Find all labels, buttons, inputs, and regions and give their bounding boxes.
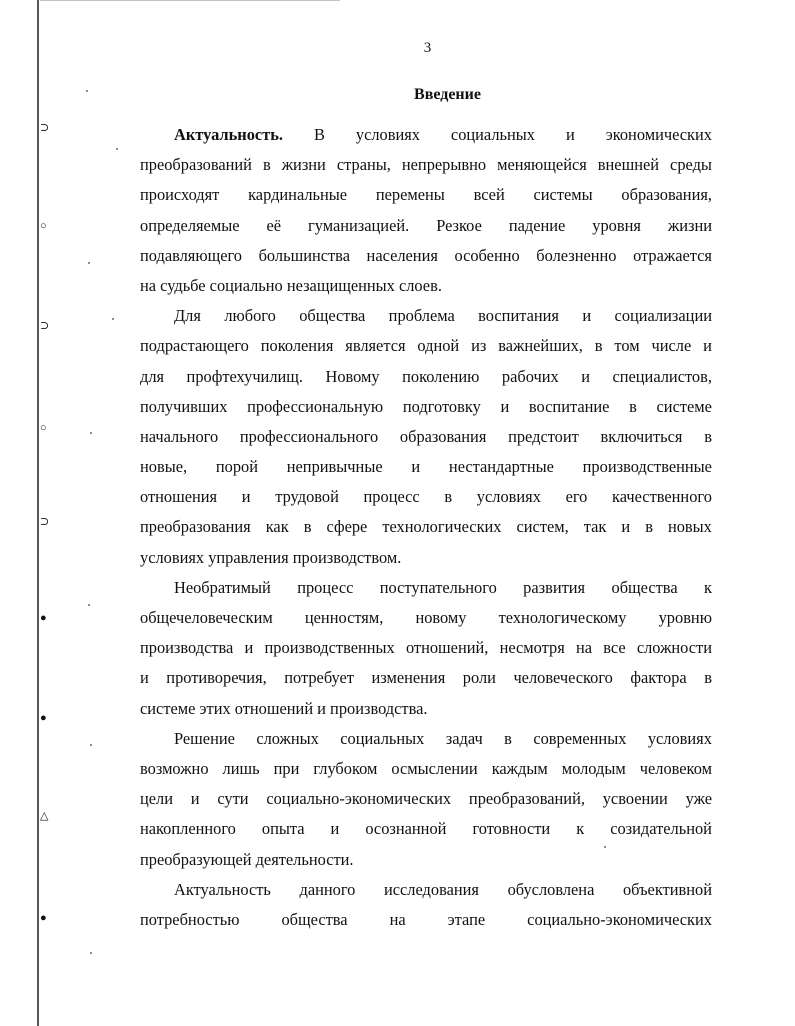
text-word: молодым: [561, 758, 626, 778]
text-word: условиях: [476, 487, 541, 507]
text-word: к: [704, 577, 712, 597]
text-word: общечеловеческим: [140, 608, 273, 627]
text-line: [140, 603, 712, 633]
text-word: уровня: [592, 215, 641, 235]
text-word: профтехучилищ.: [186, 366, 304, 386]
text-word: профессионального: [239, 426, 379, 446]
text-word: на судьбе социально незащищенных слоев.: [140, 275, 442, 295]
text-word: болезненно: [536, 245, 617, 265]
text-line: [140, 452, 712, 482]
text-word: новых: [667, 517, 712, 537]
text-line: [140, 180, 712, 210]
text-word: рабочих: [501, 366, 559, 386]
text-word: получивших: [140, 396, 228, 416]
text-word: большинства: [258, 245, 350, 265]
text-word: объективной: [622, 879, 712, 899]
text-word: является: [345, 336, 406, 356]
text-word: начального: [140, 426, 219, 446]
text-word: отражается: [633, 245, 712, 265]
text-word: в: [594, 336, 603, 356]
text-word: проблема: [388, 306, 455, 326]
text-word: опыта: [261, 819, 305, 839]
scan-speck: [90, 952, 92, 954]
text-word: подготовку: [402, 396, 481, 416]
text-word: воспитание: [528, 396, 610, 416]
body-text: [140, 120, 712, 935]
text-word: населения: [366, 245, 438, 265]
text-word: технологических: [382, 517, 502, 537]
text-word: жизни: [667, 215, 712, 235]
text-word: осмыслении: [391, 758, 478, 778]
text-word: кардинальные: [248, 185, 348, 205]
text-word: все: [603, 638, 626, 658]
text-word: к: [576, 819, 585, 839]
text-word: Решение: [174, 728, 235, 748]
scan-speck: [90, 432, 92, 434]
text-word: экономических: [605, 125, 712, 144]
text-word: систем,: [516, 517, 569, 537]
text-word: при: [273, 758, 300, 778]
text-word: внешней: [597, 155, 660, 175]
text-word: важнейших,: [498, 336, 583, 356]
scan-speck: [88, 262, 90, 264]
text-word: системе: [656, 396, 712, 416]
text-word: системы: [533, 185, 593, 205]
scan-speck: [90, 744, 92, 746]
punch-hole-mark: ○: [40, 220, 47, 232]
text-word: преобразований: [140, 155, 252, 175]
punch-hole-mark: ●: [40, 712, 47, 724]
text-word: противоречия,: [166, 668, 267, 688]
text-word: социализации: [614, 306, 712, 326]
text-word: жизни: [281, 155, 326, 175]
text-word: подрастающего: [140, 336, 249, 356]
text-word: производственных: [264, 638, 395, 658]
text-line: [140, 362, 712, 392]
text-word: общества: [299, 306, 366, 326]
text-line: [140, 694, 712, 724]
text-word: включиться: [600, 426, 683, 446]
text-line: [140, 120, 712, 150]
text-word: непривычные: [286, 457, 383, 477]
punch-hole-mark: △: [40, 810, 49, 822]
scan-speck: [112, 318, 114, 320]
text-word: подавляющего: [140, 245, 243, 265]
text-line: [140, 573, 712, 603]
text-word: данного: [299, 879, 356, 899]
text-line: [140, 784, 712, 814]
punch-hole-mark: ⊃: [40, 320, 50, 332]
text-line: [140, 905, 712, 935]
text-word: потребует: [284, 668, 354, 688]
scan-top-edge: [40, 0, 340, 1]
text-word: социальных: [450, 125, 535, 144]
text-word: перемены: [375, 185, 445, 205]
text-word: порой: [215, 457, 258, 477]
text-word: усвоении: [602, 789, 668, 809]
text-word: воспитания: [478, 306, 559, 326]
text-word: условиях управления производством.: [140, 547, 402, 567]
text-word: образования,: [621, 185, 712, 205]
text-word: в: [704, 426, 712, 446]
text-word: отношений,: [405, 638, 489, 658]
text-word: отношения: [140, 487, 218, 507]
text-word: сложных: [256, 728, 319, 748]
text-word: обусловлена: [507, 879, 595, 899]
text-word: социальных: [340, 728, 425, 748]
text-word: одной: [417, 336, 460, 356]
text-word: уже: [685, 789, 712, 809]
text-word: производства: [140, 638, 234, 658]
text-word: профессиональную: [247, 396, 384, 416]
text-line: [140, 331, 712, 361]
text-line: [140, 271, 712, 301]
text-word: на: [575, 638, 593, 658]
text-word: человеческого: [513, 668, 613, 688]
text-word: качественного: [612, 487, 712, 507]
text-word: из: [471, 336, 487, 356]
text-word: общества: [281, 909, 348, 929]
text-word: преобразующей деятельности.: [140, 849, 354, 869]
text-line: [140, 814, 712, 844]
text-word: готовности: [472, 819, 551, 839]
punch-hole-mark: ●: [40, 912, 47, 924]
text-word: несмотря: [499, 638, 565, 658]
text-word: Актуальность.: [174, 125, 284, 144]
text-word: общества: [611, 577, 678, 597]
text-word: на: [389, 909, 406, 929]
text-word: среды: [670, 155, 712, 175]
text-word: и: [500, 396, 510, 416]
text-line: [140, 301, 712, 331]
text-word: определяемые: [140, 215, 240, 235]
text-word: в: [629, 396, 637, 416]
text-word: Резкое: [436, 215, 482, 235]
text-word: Новому: [325, 366, 380, 386]
text-word: развития: [523, 577, 586, 597]
text-word: человеком: [639, 758, 712, 778]
text-word: страны,: [336, 155, 391, 175]
text-word: цели: [140, 789, 173, 809]
text-word: и: [140, 668, 149, 688]
text-line: [140, 211, 712, 241]
text-word: и: [621, 517, 631, 537]
text-word: в: [504, 728, 512, 748]
text-line: [140, 724, 712, 754]
text-word: поколению: [402, 366, 480, 386]
punch-hole-mark: ○: [40, 422, 47, 434]
text-word: так: [583, 517, 607, 537]
text-word: особенно: [454, 245, 520, 265]
text-word: производственные: [582, 457, 712, 477]
text-word: В: [313, 125, 325, 144]
text-word: сути: [217, 789, 249, 809]
text-word: глубоком: [313, 758, 378, 778]
text-word: числе: [651, 336, 692, 356]
text-word: процесс: [363, 487, 420, 507]
text-word: условиях: [647, 728, 712, 748]
text-line: [140, 633, 712, 663]
section-heading: Введение: [414, 86, 481, 103]
text-word: преобразования: [140, 517, 251, 537]
text-word: и: [582, 306, 592, 326]
punch-hole-mark: ●: [40, 612, 47, 624]
text-word: меняющейся: [497, 155, 587, 175]
text-line: [140, 754, 712, 784]
text-word: Необратимый: [174, 577, 271, 597]
text-word: в: [303, 517, 312, 537]
text-word: сфере: [326, 517, 368, 537]
text-word: процесс: [297, 577, 354, 597]
text-word: поколения: [260, 336, 334, 356]
text-word: социально-экономических: [527, 909, 712, 929]
text-word: и: [581, 366, 590, 386]
text-word: созидательной: [610, 819, 712, 839]
text-word: в: [645, 517, 653, 537]
text-line: [140, 150, 712, 180]
text-word: и: [703, 336, 712, 356]
text-word: в: [444, 487, 453, 507]
text-word: исследования: [383, 879, 479, 899]
punch-hole-mark: ⊃: [40, 516, 50, 528]
scan-left-edge: [37, 0, 39, 1026]
text-line: [140, 482, 712, 512]
text-word: и: [244, 638, 254, 658]
text-word: для: [140, 366, 165, 386]
text-word: поступательного: [379, 577, 497, 597]
text-word: новому: [415, 608, 467, 627]
text-word: сложности: [636, 638, 712, 658]
text-line: [140, 543, 712, 573]
text-word: роли: [462, 668, 496, 688]
text-word: в: [704, 668, 712, 688]
text-word: как: [265, 517, 289, 537]
text-word: непрерывно: [401, 155, 487, 175]
text-word: возможно: [140, 758, 209, 778]
punch-hole-mark: ⊃: [40, 122, 50, 134]
text-line: [140, 663, 712, 693]
scan-speck: [116, 148, 118, 150]
text-word: фактора: [630, 668, 687, 688]
text-word: том: [614, 336, 640, 356]
text-word: её: [266, 215, 282, 235]
text-word: нестандартные: [448, 457, 554, 477]
text-word: падение: [508, 215, 566, 235]
text-word: этапе: [447, 909, 486, 929]
text-line: [140, 241, 712, 271]
text-word: и: [565, 125, 575, 144]
text-word: условиях: [355, 125, 420, 144]
text-word: социально-экономических: [266, 789, 452, 809]
text-word: изменения: [371, 668, 446, 688]
text-word: уровню: [658, 608, 712, 627]
text-word: его: [565, 487, 588, 507]
text-word: происходят: [140, 185, 220, 205]
text-line: [140, 512, 712, 542]
text-word: ценностям,: [304, 608, 384, 627]
text-word: потребностью: [140, 909, 240, 929]
text-word: осознанной: [365, 819, 447, 839]
text-line: [140, 875, 712, 905]
text-word: каждым: [491, 758, 548, 778]
text-line: [140, 845, 712, 875]
text-word: технологическому: [498, 608, 627, 627]
text-word: Для: [174, 306, 201, 326]
text-word: трудовой: [275, 487, 339, 507]
text-word: образования: [399, 426, 487, 446]
text-word: преобразований,: [468, 789, 585, 809]
text-word: всей: [473, 185, 505, 205]
text-word: в: [262, 155, 271, 175]
text-word: Актуальность: [174, 879, 271, 899]
text-word: и: [190, 789, 200, 809]
text-word: современных: [533, 728, 627, 748]
text-word: накопленного: [140, 819, 236, 839]
text-word: и: [330, 819, 340, 839]
text-word: гуманизацией.: [308, 215, 410, 235]
page-number: 3: [423, 40, 432, 56]
text-line: [140, 422, 712, 452]
text-word: лишь: [222, 758, 260, 778]
text-word: и: [411, 457, 421, 477]
scan-speck: [88, 604, 90, 606]
text-word: системе этих отношений и производства.: [140, 698, 428, 718]
text-line: [140, 392, 712, 422]
text-word: новые,: [140, 457, 188, 477]
text-word: специалистов,: [612, 366, 712, 386]
text-word: любого: [224, 306, 276, 326]
text-word: и: [241, 487, 251, 507]
text-word: задач: [445, 728, 483, 748]
text-word: предстоит: [508, 426, 579, 446]
